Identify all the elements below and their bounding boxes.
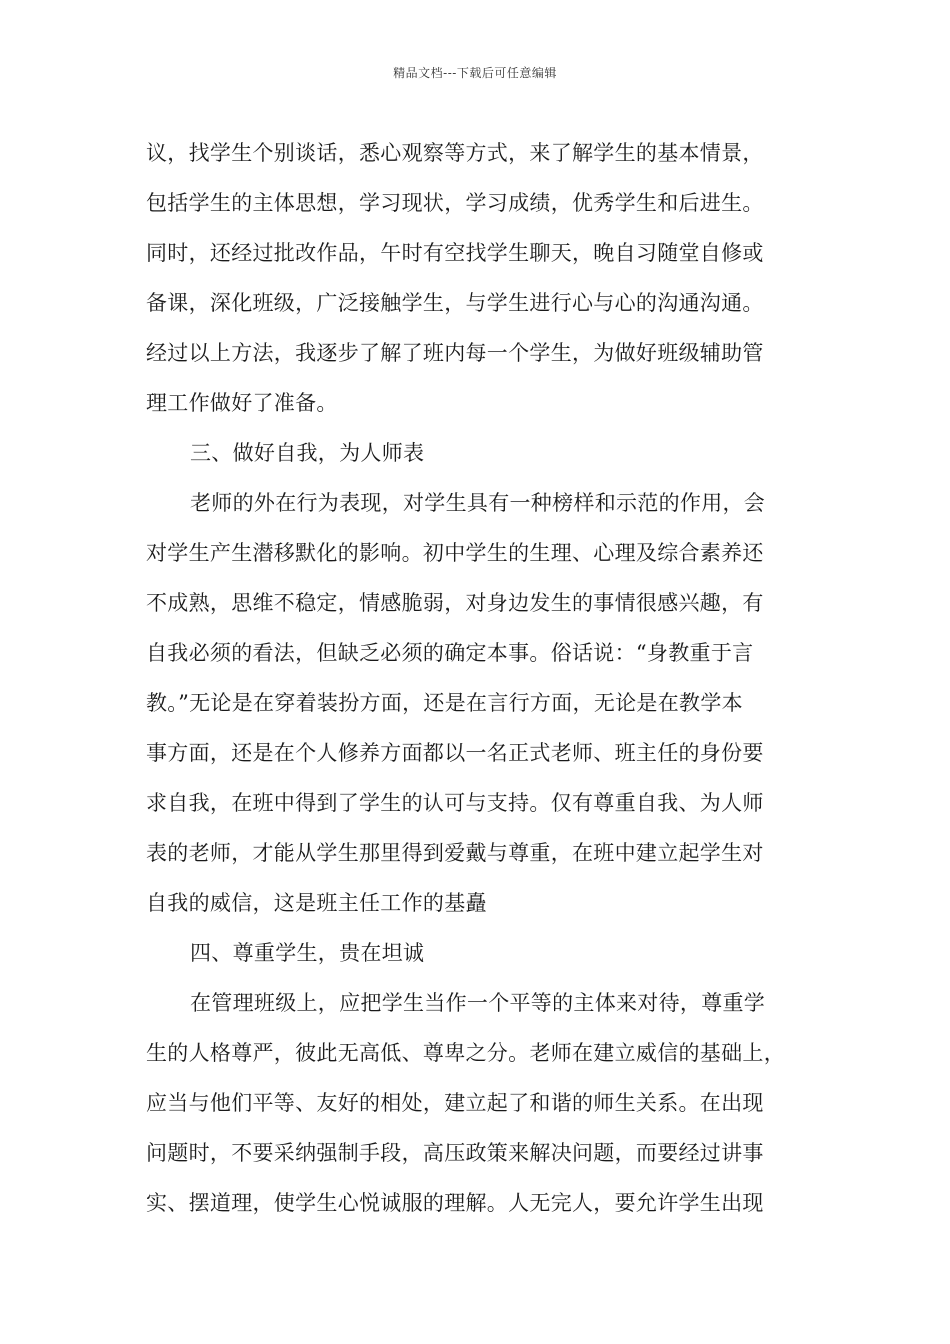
text-line: 理工作做好了准备。 bbox=[146, 391, 338, 415]
text-line: 实、摆道理，使学生心悦诚服的理解。人无完人，要允许学生出现 bbox=[146, 1191, 764, 1215]
text-line: 同时，还经过批改作品，午时有空找学生聊天，晚自习随堂自修或 bbox=[146, 241, 764, 265]
text-line: 教。”无论是在穿着装扮方面，还是在言行方面，无论是在教学本 bbox=[146, 691, 743, 715]
text-line: 求自我，在班中得到了学生的认可与支持。仅有尊重自我、为人师 bbox=[146, 791, 764, 815]
text-line: 对学生产生潜移默化的影响。初中学生的生理、心理及综合素养还 bbox=[146, 541, 764, 565]
text-line: 不成熟，思维不稳定，情感脆弱，对身边发生的事情很感兴趣，有 bbox=[146, 591, 764, 615]
text-line: 生的人格尊严，彼此无高低、尊卑之分。老师在建立威信的基础上， bbox=[146, 1041, 785, 1065]
section-heading: 三、做好自我，为人师表 bbox=[190, 441, 425, 465]
text-line: 经过以上方法，我逐步了解了班内每一个学生，为做好班级辅助管 bbox=[146, 341, 764, 365]
text-line: 议，找学生个别谈话，悉心观察等方式，来了解学生的基本情景， bbox=[146, 141, 764, 165]
section-heading: 四、尊重学生，贵在坦诚 bbox=[190, 941, 425, 965]
text-line: 事方面，还是在个人修养方面都以一名正式老师、班主任的身份要 bbox=[146, 741, 764, 765]
text-line: 包括学生的主体思想，学习现状，学习成绩，优秀学生和后进生。 bbox=[146, 191, 764, 215]
text-line: 备课，深化班级，广泛接触学生，与学生进行心与心的沟通沟通。 bbox=[146, 291, 764, 315]
text-line: 问题时，不要采纳强制手段，高压政策来解决问题，而要经过讲事 bbox=[146, 1141, 764, 1165]
text-line: 自我的威信，这是班主任工作的基矗 bbox=[146, 891, 487, 915]
page-header: 精品文档---下载后可任意编辑 bbox=[393, 66, 557, 80]
text-line: 在管理班级上，应把学生当作一个平等的主体来对待，尊重学 bbox=[190, 991, 766, 1015]
text-line: 应当与他们平等、友好的相处，建立起了和谐的师生关系。在出现 bbox=[146, 1091, 764, 1115]
document-body bbox=[146, 128, 818, 1228]
text-line: 自我必须的看法，但缺乏必须的确定本事。俗话说：“身教重于言 bbox=[146, 641, 754, 665]
text-line: 表的老师，才能从学生那里得到爱戴与尊重，在班中建立起学生对 bbox=[146, 841, 764, 865]
text-line: 老师的外在行为表现，对学生具有一种榜样和示范的作用，会 bbox=[190, 491, 766, 515]
